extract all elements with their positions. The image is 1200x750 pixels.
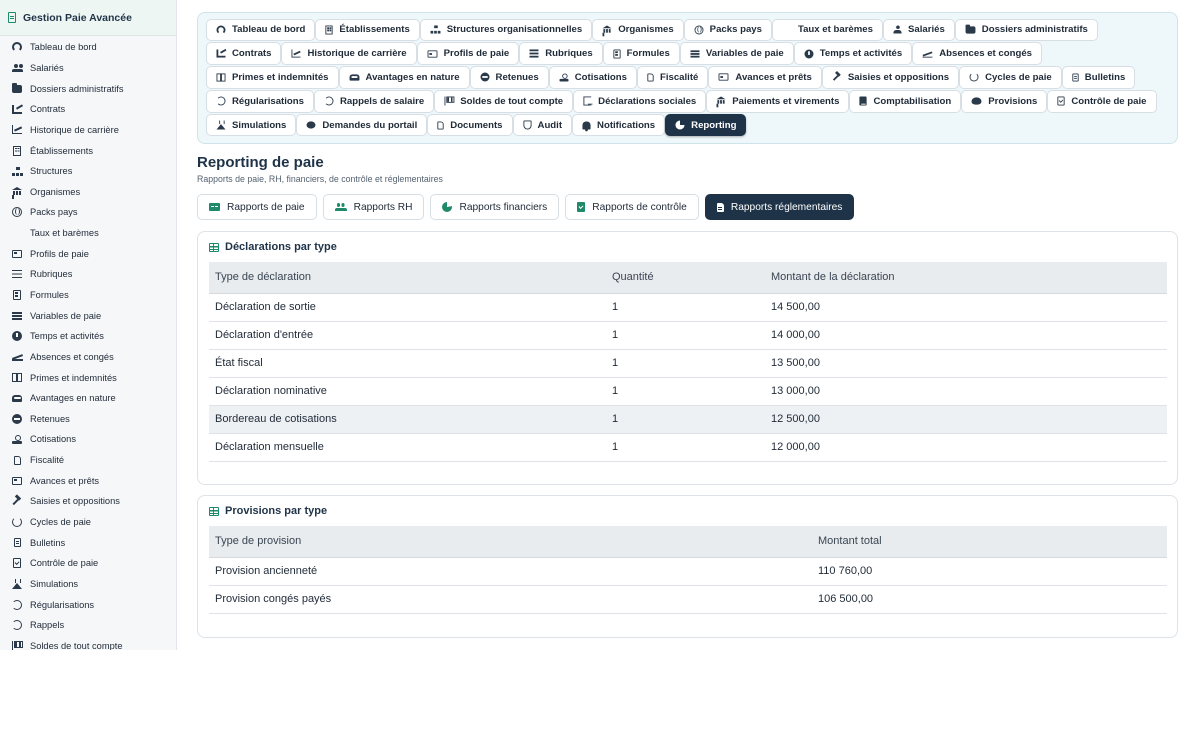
nav-label: Packs pays	[709, 24, 762, 36]
file-signature-icon	[584, 97, 592, 106]
sidebar-item-label: Contrôle de paie	[30, 558, 99, 569]
nav-label: Historique de carrière	[307, 48, 407, 60]
tab-label: Rapports financiers	[459, 201, 548, 213]
table-row	[209, 293, 1167, 321]
nav-label: Régularisations	[232, 95, 304, 107]
sidebar-item-label: Retenues	[30, 413, 70, 424]
nav-label: Soldes de tout compte	[460, 95, 564, 107]
nav-cotisations[interactable]	[549, 66, 637, 89]
flag-checkered-icon	[12, 641, 22, 650]
clipboard-check-icon	[13, 558, 21, 568]
cycle-icon	[970, 73, 979, 82]
nav-label: Profils de paie	[443, 48, 510, 60]
table-row	[209, 377, 1167, 405]
minus-circle-icon	[480, 73, 489, 82]
nav-structures-organisationnelles[interactable]	[420, 19, 592, 42]
sidebar-item-bulletins[interactable]	[0, 532, 176, 553]
sidebar-item-label: Taux et barèmes	[30, 228, 99, 239]
table-cell: Déclaration mensuelle	[209, 433, 606, 461]
money-bill-icon	[209, 203, 220, 211]
calculator-icon	[613, 49, 620, 58]
cycle-icon	[12, 517, 22, 527]
gavel-icon	[832, 73, 841, 82]
nav-label: Documents	[450, 119, 503, 131]
sidebar-item-saisies-et-oppositions[interactable]	[0, 491, 176, 512]
table-row	[209, 321, 1167, 349]
nav-label: Formules	[626, 48, 670, 60]
nav-taux-et-baremes[interactable]	[772, 19, 883, 42]
sidebar-item-salaries[interactable]	[0, 58, 176, 79]
nav-cycles-de-paie[interactable]	[959, 66, 1062, 89]
sidebar-item-temps-et-activites[interactable]	[0, 326, 176, 347]
money-card-icon	[12, 477, 22, 485]
minus-circle-icon	[12, 414, 22, 424]
nav-label: Établissements	[339, 24, 410, 36]
receipt-icon	[14, 538, 21, 547]
table-cell: 1	[606, 349, 765, 377]
table-row	[209, 433, 1167, 461]
tab-rapports-rh[interactable]	[323, 194, 425, 220]
sliders-icon	[12, 311, 22, 320]
sidebar-item-tableau-de-bord[interactable]	[0, 37, 176, 58]
signature-icon	[12, 105, 22, 114]
sidebar-item-label: Avantages en nature	[30, 393, 116, 404]
clipboard-check-icon	[577, 202, 585, 212]
nav-absences-et-conges[interactable]	[912, 42, 1042, 65]
sidebar-item-cotisations[interactable]	[0, 429, 176, 450]
nav-label: Structures organisationnelles	[446, 24, 583, 36]
sidebar-item-taux-et-baremes[interactable]	[0, 223, 176, 244]
nav-demandes-du-portail[interactable]	[296, 114, 427, 137]
nav-regularisations[interactable]	[206, 90, 314, 113]
sidebar-item-label: Simulations	[30, 578, 79, 589]
sidebar-item-label: Temps et activités	[30, 331, 104, 342]
users-icon	[335, 203, 347, 211]
table-cell: État fiscal	[209, 349, 606, 377]
bank-icon	[12, 187, 22, 197]
gift-icon	[217, 73, 226, 81]
col-montant-declaration: Montant de la déclaration	[765, 262, 1167, 293]
table-cell: 13 500,00	[765, 349, 1167, 377]
table-cell: 13 000,00	[765, 377, 1167, 405]
sidebar-item-primes-et-indemnites[interactable]	[0, 367, 176, 388]
nav-label: Provisions	[988, 95, 1038, 107]
nav-bulletins[interactable]	[1062, 66, 1136, 89]
sidebar-item-label: Primes et indemnités	[30, 372, 117, 383]
id-card-icon	[427, 50, 437, 57]
sitemap-icon	[12, 167, 22, 176]
provisions-title: Provisions par type	[225, 505, 328, 517]
declarations-table	[209, 262, 1167, 462]
nav-packs-pays[interactable]	[684, 19, 772, 42]
nav-contrats[interactable]	[206, 42, 281, 65]
nav-label: Temps et activités	[819, 48, 903, 60]
table-cell: 12 500,00	[765, 405, 1167, 433]
gauge-icon	[217, 25, 226, 34]
table-row	[209, 349, 1167, 377]
nav-label: Contrôle de paie	[1071, 95, 1147, 107]
sidebar-item-label: Profils de paie	[30, 248, 89, 259]
calculator-icon	[13, 290, 21, 300]
nav-rubriques[interactable]	[519, 42, 602, 65]
globe-icon	[12, 207, 22, 217]
col-montant-total: Montant total	[812, 526, 1167, 557]
app-title: Gestion Paie Avancée	[23, 11, 132, 24]
nav-label: Notifications	[597, 119, 656, 131]
sidebar-item-label: Absences et congés	[30, 351, 114, 362]
sidebar-item-label: Organismes	[30, 186, 81, 197]
chart-line-icon	[292, 50, 301, 58]
sidebar-item-packs-pays[interactable]	[0, 202, 176, 223]
clock-icon	[804, 49, 813, 58]
chart-line-icon	[12, 125, 22, 134]
nav-label: Organismes	[618, 24, 674, 36]
sidebar-item-label: Soldes de tout compte	[30, 640, 123, 650]
col-quantite: Quantité	[606, 262, 765, 293]
sidebar-menu	[0, 36, 176, 650]
file-icon	[438, 121, 444, 129]
sidebar-item-label: Établissements	[30, 145, 94, 156]
sidebar-item-label: Packs pays	[30, 207, 78, 218]
gift-icon	[12, 373, 22, 382]
table-cell: 110 760,00	[812, 557, 1167, 585]
provisions-card	[197, 495, 1178, 638]
nav-label: Retenues	[495, 71, 539, 83]
percent-icon	[12, 228, 22, 238]
table-row	[209, 405, 1167, 433]
history-icon	[324, 97, 333, 106]
sidebar-item-soldes-de-tout-compte[interactable]	[0, 636, 176, 650]
sidebar-item-label: Rubriques	[30, 269, 73, 280]
table-icon	[209, 507, 219, 516]
folder-icon	[965, 26, 975, 33]
app-brand[interactable]	[0, 0, 176, 36]
undo-icon	[217, 97, 226, 106]
gauge-icon	[12, 42, 22, 52]
undo-icon	[12, 600, 22, 610]
sliders-icon	[690, 50, 699, 58]
table-header-row	[209, 526, 1167, 557]
nav-label: Dossiers administratifs	[981, 24, 1088, 36]
nav-label: Rubriques	[545, 48, 593, 60]
nav-provisions[interactable]	[961, 90, 1047, 113]
chat-icon	[307, 121, 316, 128]
provisions-card-header	[209, 505, 327, 517]
nav-salaries[interactable]	[883, 19, 955, 42]
nav-etablissements[interactable]	[315, 19, 419, 42]
nav-label: Simulations	[232, 119, 287, 131]
nav-notifications[interactable]	[572, 114, 665, 137]
users-icon	[12, 64, 22, 72]
sidebar-item-label: Historique de carrière	[30, 124, 119, 135]
sidebar-item-label: Régularisations	[30, 599, 95, 610]
sidebar-item-label: Structures	[30, 166, 73, 177]
plane-icon	[923, 50, 933, 57]
sidebar-item-label: Contrats	[30, 104, 66, 115]
gavel-icon	[12, 496, 22, 506]
table-cell: Déclaration d'entrée	[209, 321, 606, 349]
sidebar-item-label: Rappels	[30, 620, 65, 631]
sidebar-item-structures[interactable]	[0, 161, 176, 182]
nav-label: Primes et indemnités	[232, 71, 329, 83]
money-card-icon	[719, 74, 729, 81]
table-cell: Bordereau de cotisations	[209, 405, 606, 433]
sidebar-item-label: Formules	[30, 290, 69, 300]
bank-icon	[603, 25, 612, 34]
table-cell: 1	[606, 321, 765, 349]
nav-label: Avances et prêts	[735, 71, 812, 83]
book-icon	[860, 97, 867, 106]
col-type-provision: Type de provision	[209, 526, 812, 557]
nav-primes-et-indemnites[interactable]	[206, 66, 339, 89]
sidebar-item-rappels[interactable]	[0, 615, 176, 636]
sidebar-item-historique-de-carriere[interactable]	[0, 120, 176, 141]
sidebar	[0, 0, 177, 650]
flag-checkered-icon	[445, 97, 454, 106]
sidebar-item-organismes[interactable]	[0, 181, 176, 202]
id-card-icon	[12, 250, 22, 258]
sidebar-item-label: Tableau de bord	[30, 42, 97, 53]
nav-variables-de-paie[interactable]	[680, 42, 794, 65]
page-subtitle: Rapports de paie, RH, financiers, de contrôle et réglementaires	[197, 174, 443, 184]
nav-label: Salariés	[907, 24, 945, 36]
sidebar-item-simulations[interactable]	[0, 574, 176, 595]
col-type-declaration: Type de déclaration	[209, 262, 606, 293]
shield-icon	[523, 121, 531, 130]
nav-historique-de-carriere[interactable]	[281, 42, 416, 65]
sidebar-item-label: Saisies et oppositions	[30, 496, 120, 507]
nav-paiements-et-virements[interactable]	[706, 90, 849, 113]
sidebar-item-label: Dossiers administratifs	[30, 83, 124, 94]
file-icon	[14, 456, 21, 465]
nav-label: Rappels de salaire	[339, 95, 425, 107]
declarations-title: Déclarations par type	[225, 241, 337, 253]
table-row	[209, 557, 1167, 585]
nav-label: Contrats	[232, 48, 272, 60]
globe-icon	[694, 25, 703, 34]
sidebar-item-rubriques[interactable]	[0, 264, 176, 285]
table-cell: 1	[606, 405, 765, 433]
table-cell: 1	[606, 293, 765, 321]
tab-label: Rapports RH	[353, 201, 413, 213]
tab-label: Rapports de contrôle	[592, 201, 687, 213]
declarations-card-header	[209, 241, 337, 253]
nav-tableau-de-bord[interactable]	[206, 19, 315, 42]
nav-label: Audit	[537, 119, 563, 131]
hand-coin-icon	[12, 435, 22, 444]
table-cell: 12 000,00	[765, 433, 1167, 461]
page-title: Reporting de paie	[197, 154, 324, 171]
nav-audit[interactable]	[513, 114, 573, 137]
tab-label: Rapports de paie	[227, 201, 305, 213]
nav-label: Absences et congés	[939, 48, 1032, 60]
sidebar-item-label: Variables de paie	[30, 310, 102, 321]
tab-rapports-reglementaires[interactable]	[705, 194, 855, 220]
tab-rapports-financiers[interactable]	[430, 194, 559, 220]
nav-simulations[interactable]	[206, 114, 296, 137]
receipt-icon	[8, 12, 16, 23]
tab-label: Rapports réglementaires	[730, 201, 843, 213]
nav-soldes-de-tout-compte[interactable]	[434, 90, 573, 113]
user-icon	[893, 26, 901, 34]
sidebar-item-etablissements[interactable]	[0, 140, 176, 161]
sidebar-item-formules[interactable]	[0, 285, 176, 306]
table-header-row	[209, 262, 1167, 293]
nav-label: Tableau de bord	[232, 24, 306, 36]
history-icon	[12, 620, 22, 630]
tab-rapports-de-paie[interactable]	[197, 194, 317, 220]
clock-icon	[12, 331, 22, 341]
sidebar-item-label: Fiscalité	[30, 455, 65, 466]
nav-label: Fiscalité	[659, 71, 699, 83]
nav-documents[interactable]	[427, 114, 512, 137]
sidebar-item-variables-de-paie[interactable]	[0, 305, 176, 326]
bell-icon	[582, 121, 590, 129]
building-icon	[326, 25, 333, 34]
sidebar-item-label: Cycles de paie	[30, 517, 91, 528]
clipboard-check-icon	[1058, 97, 1065, 106]
car-icon	[349, 74, 359, 80]
piggy-bank-icon	[972, 98, 982, 105]
module-nav	[197, 12, 1178, 144]
building-icon	[13, 146, 21, 156]
sidebar-item-label: Cotisations	[30, 434, 76, 445]
nav-fiscalite[interactable]	[637, 66, 708, 89]
nav-comptabilisation[interactable]	[849, 90, 961, 113]
sidebar-item-dossiers-administratifs[interactable]	[0, 78, 176, 99]
nav-label: Demandes du portail	[322, 119, 418, 131]
table-cell: Déclaration de sortie	[209, 293, 606, 321]
report-tabs	[197, 194, 860, 220]
nav-label: Reporting	[691, 119, 737, 131]
table-cell: 14 000,00	[765, 321, 1167, 349]
nav-declarations-sociales[interactable]	[573, 90, 706, 113]
sidebar-item-retenues[interactable]	[0, 409, 176, 430]
list-icon	[530, 50, 539, 58]
nav-label: Paiements et virements	[732, 95, 840, 107]
sidebar-item-fiscalite[interactable]	[0, 450, 176, 471]
car-icon	[12, 395, 22, 402]
nav-label: Déclarations sociales	[598, 95, 697, 107]
receipt-icon	[1072, 73, 1078, 81]
nav-label: Bulletins	[1084, 71, 1126, 83]
folder-icon	[12, 85, 22, 93]
nav-label: Cotisations	[574, 71, 627, 83]
table-cell: Déclaration nominative	[209, 377, 606, 405]
list-icon	[12, 270, 22, 279]
sitemap-icon	[430, 26, 440, 34]
sidebar-item-avantages-en-nature[interactable]	[0, 388, 176, 409]
table-cell: Provision congés payés	[209, 585, 812, 613]
nav-formules[interactable]	[603, 42, 680, 65]
nav-label: Cycles de paie	[985, 71, 1052, 83]
tab-rapports-de-controle[interactable]	[565, 194, 699, 220]
table-cell: 106 500,00	[812, 585, 1167, 613]
table-row	[209, 585, 1167, 613]
plane-icon	[12, 353, 22, 361]
file-icon	[647, 73, 653, 81]
nav-reporting[interactable]	[665, 114, 746, 137]
sidebar-item-regularisations[interactable]	[0, 594, 176, 615]
chart-pie-icon	[676, 121, 685, 130]
table-icon	[209, 243, 219, 252]
nav-label: Saisies et oppositions	[847, 71, 950, 83]
sidebar-item-label: Salariés	[30, 62, 64, 73]
nav-retenues[interactable]	[470, 66, 549, 89]
percent-icon	[782, 25, 791, 34]
sidebar-item-controle-de-paie[interactable]	[0, 553, 176, 574]
provisions-table	[209, 526, 1167, 614]
nav-label: Variables de paie	[705, 48, 784, 60]
nav-saisies-et-oppositions[interactable]	[822, 66, 959, 89]
nav-rappels-de-salaire[interactable]	[314, 90, 434, 113]
declarations-card	[197, 231, 1178, 485]
sidebar-item-avances-et-prets[interactable]	[0, 470, 176, 491]
table-cell: 1	[606, 433, 765, 461]
nav-temps-et-activites[interactable]	[794, 42, 912, 65]
nav-label: Comptabilisation	[873, 95, 952, 107]
flask-icon	[12, 579, 22, 589]
file-lines-icon	[717, 203, 724, 212]
chart-pie-icon	[442, 202, 452, 212]
nav-organismes[interactable]	[592, 19, 683, 42]
nav-label: Taux et barèmes	[797, 24, 873, 36]
sidebar-item-label: Avances et prêts	[30, 475, 100, 486]
flask-icon	[217, 121, 226, 130]
sidebar-item-absences-et-conges[interactable]	[0, 347, 176, 368]
nav-avances-et-prets[interactable]	[708, 66, 821, 89]
table-cell: 1	[606, 377, 765, 405]
table-cell: Provision ancienneté	[209, 557, 812, 585]
nav-label: Avantages en nature	[365, 71, 460, 83]
nav-avantages-en-nature[interactable]	[339, 66, 470, 89]
sidebar-item-contrats[interactable]	[0, 99, 176, 120]
table-cell: 14 500,00	[765, 293, 1167, 321]
sidebar-item-cycles-de-paie[interactable]	[0, 512, 176, 533]
sidebar-item-label: Bulletins	[30, 537, 66, 548]
hand-coin-icon	[559, 73, 568, 81]
bank-icon	[717, 97, 726, 106]
signature-icon	[217, 50, 226, 58]
nav-profils-de-paie[interactable]	[417, 42, 520, 65]
nav-controle-de-paie[interactable]	[1047, 90, 1156, 113]
sidebar-item-profils-de-paie[interactable]	[0, 243, 176, 264]
nav-dossiers-administratifs[interactable]	[955, 19, 1098, 42]
